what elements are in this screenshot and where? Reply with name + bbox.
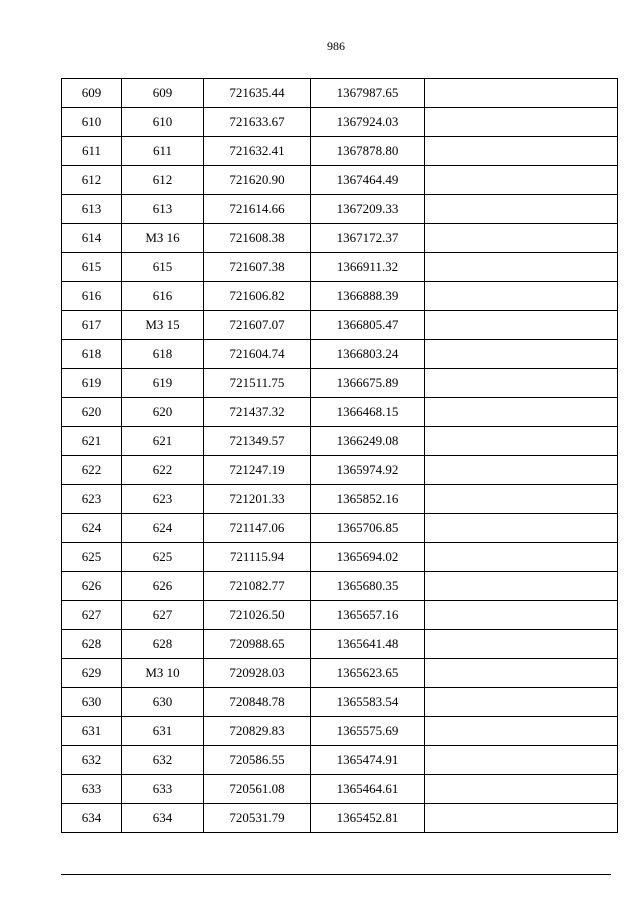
point-label-cell: 623 bbox=[122, 485, 204, 514]
point-label-cell: 622 bbox=[122, 456, 204, 485]
table-row bbox=[62, 659, 618, 688]
x-coordinate-cell: 721604.74 bbox=[204, 340, 311, 369]
point-number-cell: 610 bbox=[62, 108, 122, 137]
point-number-cell: 629 bbox=[62, 659, 122, 688]
table-row bbox=[62, 195, 618, 224]
note-cell bbox=[425, 108, 618, 137]
point-label-cell: 621 bbox=[122, 427, 204, 456]
y-coordinate-cell: 1367924.03 bbox=[311, 108, 425, 137]
x-coordinate-cell: 720531.79 bbox=[204, 804, 311, 833]
point-number-cell: 627 bbox=[62, 601, 122, 630]
table-row bbox=[62, 166, 618, 195]
x-coordinate-cell: 720988.65 bbox=[204, 630, 311, 659]
x-coordinate-cell: 721608.38 bbox=[204, 224, 311, 253]
point-number-cell: 617 bbox=[62, 311, 122, 340]
point-number-cell: 609 bbox=[62, 79, 122, 108]
point-number-cell: 613 bbox=[62, 195, 122, 224]
point-label-cell: 611 bbox=[122, 137, 204, 166]
x-coordinate-cell: 720928.03 bbox=[204, 659, 311, 688]
point-label-cell: 624 bbox=[122, 514, 204, 543]
y-coordinate-cell: 1365657.16 bbox=[311, 601, 425, 630]
table-row bbox=[62, 427, 618, 456]
table-row bbox=[62, 514, 618, 543]
table-row bbox=[62, 282, 618, 311]
point-label-cell: 627 bbox=[122, 601, 204, 630]
y-coordinate-cell: 1365974.92 bbox=[311, 456, 425, 485]
y-coordinate-cell: 1365623.65 bbox=[311, 659, 425, 688]
note-cell bbox=[425, 601, 618, 630]
y-coordinate-cell: 1365694.02 bbox=[311, 543, 425, 572]
point-label-cell: 625 bbox=[122, 543, 204, 572]
table-row bbox=[62, 717, 618, 746]
point-number-cell: 628 bbox=[62, 630, 122, 659]
note-cell bbox=[425, 543, 618, 572]
table-row bbox=[62, 340, 618, 369]
point-number-cell: 621 bbox=[62, 427, 122, 456]
note-cell bbox=[425, 311, 618, 340]
y-coordinate-cell: 1366249.08 bbox=[311, 427, 425, 456]
x-coordinate-cell: 721633.67 bbox=[204, 108, 311, 137]
coordinates-table bbox=[61, 78, 618, 833]
x-coordinate-cell: 721201.33 bbox=[204, 485, 311, 514]
table-row bbox=[62, 688, 618, 717]
table-row bbox=[62, 630, 618, 659]
x-coordinate-cell: 721115.94 bbox=[204, 543, 311, 572]
y-coordinate-cell: 1365680.35 bbox=[311, 572, 425, 601]
table-row bbox=[62, 137, 618, 166]
note-cell bbox=[425, 775, 618, 804]
note-cell bbox=[425, 79, 618, 108]
table-row bbox=[62, 601, 618, 630]
point-label-cell: 610 bbox=[122, 108, 204, 137]
point-label-cell: МЗ 16 bbox=[122, 224, 204, 253]
point-number-cell: 619 bbox=[62, 369, 122, 398]
y-coordinate-cell: 1366911.32 bbox=[311, 253, 425, 282]
y-coordinate-cell: 1365852.16 bbox=[311, 485, 425, 514]
table-row bbox=[62, 775, 618, 804]
y-coordinate-cell: 1365575.69 bbox=[311, 717, 425, 746]
point-number-cell: 618 bbox=[62, 340, 122, 369]
y-coordinate-cell: 1367172.37 bbox=[311, 224, 425, 253]
y-coordinate-cell: 1365474.91 bbox=[311, 746, 425, 775]
note-cell bbox=[425, 485, 618, 514]
point-number-cell: 623 bbox=[62, 485, 122, 514]
point-number-cell: 612 bbox=[62, 166, 122, 195]
y-coordinate-cell: 1365583.54 bbox=[311, 688, 425, 717]
table-row bbox=[62, 224, 618, 253]
x-coordinate-cell: 720848.78 bbox=[204, 688, 311, 717]
point-number-cell: 611 bbox=[62, 137, 122, 166]
x-coordinate-cell: 721082.77 bbox=[204, 572, 311, 601]
point-number-cell: 615 bbox=[62, 253, 122, 282]
point-label-cell: 616 bbox=[122, 282, 204, 311]
note-cell bbox=[425, 688, 618, 717]
point-label-cell: 612 bbox=[122, 166, 204, 195]
table-row bbox=[62, 572, 618, 601]
y-coordinate-cell: 1367878.80 bbox=[311, 137, 425, 166]
page-number: 986 bbox=[327, 39, 345, 53]
note-cell bbox=[425, 195, 618, 224]
y-coordinate-cell: 1365641.48 bbox=[311, 630, 425, 659]
table-row bbox=[62, 485, 618, 514]
table-row bbox=[62, 253, 618, 282]
y-coordinate-cell: 1365464.61 bbox=[311, 775, 425, 804]
note-cell bbox=[425, 282, 618, 311]
note-cell bbox=[425, 427, 618, 456]
y-coordinate-cell: 1367464.49 bbox=[311, 166, 425, 195]
note-cell bbox=[425, 369, 618, 398]
point-number-cell: 630 bbox=[62, 688, 122, 717]
table-row bbox=[62, 746, 618, 775]
point-label-cell: 631 bbox=[122, 717, 204, 746]
point-number-cell: 626 bbox=[62, 572, 122, 601]
point-label-cell: 632 bbox=[122, 746, 204, 775]
x-coordinate-cell: 720561.08 bbox=[204, 775, 311, 804]
table-row bbox=[62, 543, 618, 572]
x-coordinate-cell: 721147.06 bbox=[204, 514, 311, 543]
x-coordinate-cell: 721349.57 bbox=[204, 427, 311, 456]
x-coordinate-cell: 720586.55 bbox=[204, 746, 311, 775]
x-coordinate-cell: 721614.66 bbox=[204, 195, 311, 224]
point-number-cell: 634 bbox=[62, 804, 122, 833]
note-cell bbox=[425, 572, 618, 601]
point-number-cell: 633 bbox=[62, 775, 122, 804]
y-coordinate-cell: 1366803.24 bbox=[311, 340, 425, 369]
point-number-cell: 632 bbox=[62, 746, 122, 775]
y-coordinate-cell: 1367987.65 bbox=[311, 79, 425, 108]
table-body bbox=[62, 79, 618, 833]
table-row bbox=[62, 369, 618, 398]
point-label-cell: 630 bbox=[122, 688, 204, 717]
table-row bbox=[62, 311, 618, 340]
note-cell bbox=[425, 398, 618, 427]
note-cell bbox=[425, 746, 618, 775]
point-number-cell: 620 bbox=[62, 398, 122, 427]
point-number-cell: 616 bbox=[62, 282, 122, 311]
note-cell bbox=[425, 514, 618, 543]
point-label-cell: 609 bbox=[122, 79, 204, 108]
table-row bbox=[62, 79, 618, 108]
point-label-cell: 634 bbox=[122, 804, 204, 833]
point-label-cell: 626 bbox=[122, 572, 204, 601]
x-coordinate-cell: 721437.32 bbox=[204, 398, 311, 427]
y-coordinate-cell: 1366888.39 bbox=[311, 282, 425, 311]
x-coordinate-cell: 721607.38 bbox=[204, 253, 311, 282]
x-coordinate-cell: 721635.44 bbox=[204, 79, 311, 108]
point-number-cell: 631 bbox=[62, 717, 122, 746]
point-label-cell: 613 bbox=[122, 195, 204, 224]
note-cell bbox=[425, 166, 618, 195]
point-label-cell: 618 bbox=[122, 340, 204, 369]
x-coordinate-cell: 721606.82 bbox=[204, 282, 311, 311]
x-coordinate-cell: 721247.19 bbox=[204, 456, 311, 485]
point-label-cell: МЗ 15 bbox=[122, 311, 204, 340]
note-cell bbox=[425, 253, 618, 282]
note-cell bbox=[425, 659, 618, 688]
note-cell bbox=[425, 630, 618, 659]
note-cell bbox=[425, 137, 618, 166]
note-cell bbox=[425, 717, 618, 746]
x-coordinate-cell: 720829.83 bbox=[204, 717, 311, 746]
table-row bbox=[62, 456, 618, 485]
x-coordinate-cell: 721620.90 bbox=[204, 166, 311, 195]
x-coordinate-cell: 721632.41 bbox=[204, 137, 311, 166]
point-label-cell: 615 bbox=[122, 253, 204, 282]
note-cell bbox=[425, 804, 618, 833]
point-number-cell: 622 bbox=[62, 456, 122, 485]
footer-rule bbox=[61, 874, 611, 875]
point-number-cell: 614 bbox=[62, 224, 122, 253]
note-cell bbox=[425, 340, 618, 369]
point-number-cell: 624 bbox=[62, 514, 122, 543]
point-label-cell: МЗ 10 bbox=[122, 659, 204, 688]
point-label-cell: 619 bbox=[122, 369, 204, 398]
x-coordinate-cell: 721026.50 bbox=[204, 601, 311, 630]
table-row bbox=[62, 804, 618, 833]
point-label-cell: 620 bbox=[122, 398, 204, 427]
x-coordinate-cell: 721511.75 bbox=[204, 369, 311, 398]
x-coordinate-cell: 721607.07 bbox=[204, 311, 311, 340]
note-cell bbox=[425, 224, 618, 253]
y-coordinate-cell: 1366675.89 bbox=[311, 369, 425, 398]
table-row bbox=[62, 108, 618, 137]
point-label-cell: 628 bbox=[122, 630, 204, 659]
table-row bbox=[62, 398, 618, 427]
y-coordinate-cell: 1367209.33 bbox=[311, 195, 425, 224]
note-cell bbox=[425, 456, 618, 485]
y-coordinate-cell: 1366805.47 bbox=[311, 311, 425, 340]
y-coordinate-cell: 1365452.81 bbox=[311, 804, 425, 833]
y-coordinate-cell: 1365706.85 bbox=[311, 514, 425, 543]
point-label-cell: 633 bbox=[122, 775, 204, 804]
y-coordinate-cell: 1366468.15 bbox=[311, 398, 425, 427]
point-number-cell: 625 bbox=[62, 543, 122, 572]
